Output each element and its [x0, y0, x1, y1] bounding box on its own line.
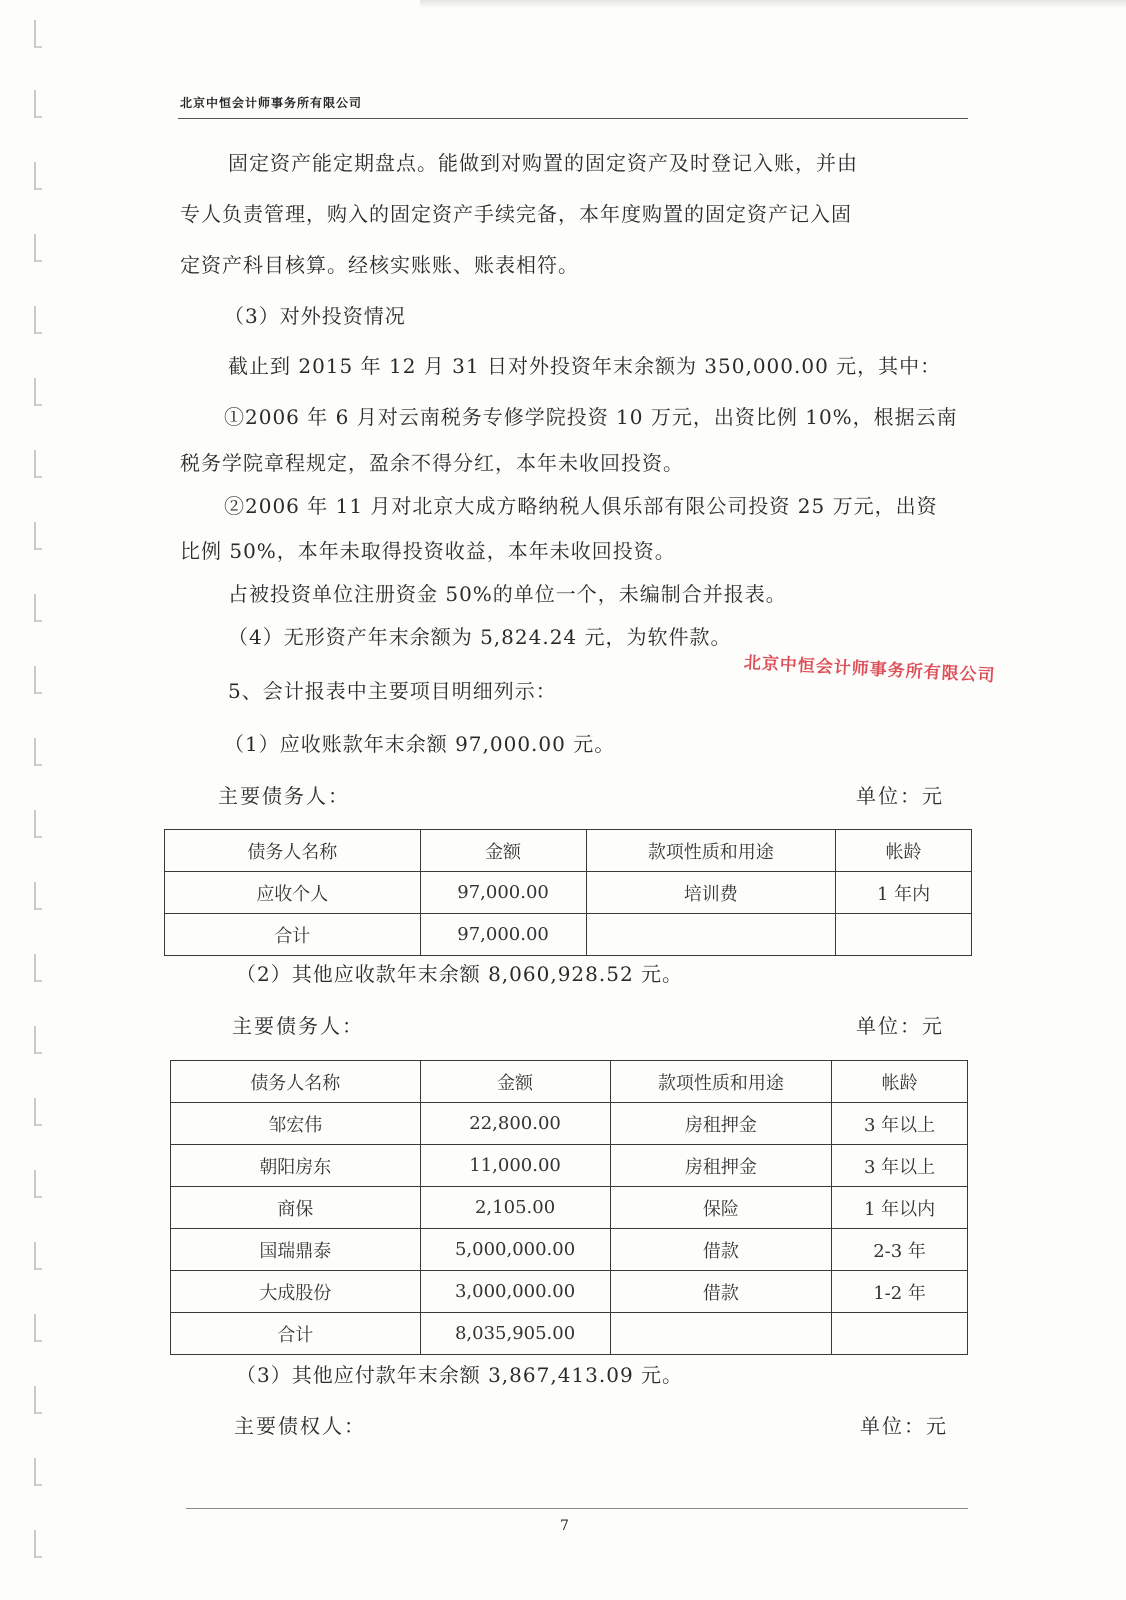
- table-cell: 培训费: [586, 872, 836, 914]
- table-cell: 1 年内: [836, 872, 972, 914]
- table-cell: 1-2 年: [832, 1271, 968, 1313]
- table-cell: [610, 1313, 832, 1355]
- receivables-table: [164, 829, 972, 956]
- table-cell: [836, 914, 972, 956]
- firm-header: 北京中恒会计师事务所有限公司: [180, 96, 363, 110]
- table-cell: 国瑞鼎泰: [171, 1229, 421, 1271]
- header-rule: [178, 118, 968, 119]
- paragraph-investment-1b: 税务学院章程规定，盈余不得分红，本年未收回投资。: [180, 451, 684, 475]
- table-cell: 房租押金: [610, 1103, 832, 1145]
- column-header: 帐龄: [836, 830, 972, 872]
- table-cell: 合计: [171, 1313, 421, 1355]
- column-header: 债务人名称: [171, 1061, 421, 1103]
- table-cell: 2-3 年: [832, 1229, 968, 1271]
- table-cell: 22,800.00: [420, 1103, 610, 1145]
- column-header: 款项性质和用途: [586, 830, 836, 872]
- binding-holes: [30, 20, 46, 1580]
- table-header-row: [165, 830, 972, 872]
- table-cell: 应收个人: [165, 872, 421, 914]
- paragraph-other-payables: （3）其他应付款年末余额 3,867,413.09 元。: [236, 1363, 684, 1387]
- table-total-row: [165, 914, 972, 956]
- table-cell: 合计: [165, 914, 421, 956]
- table-total-row: [171, 1313, 968, 1355]
- paragraph-consolidation: 占被投资单位注册资金 50%的单位一个，未编制合并报表。: [228, 582, 787, 606]
- table-cell: 3,000,000.00: [420, 1271, 610, 1313]
- section-heading-details: 5、会计报表中主要项目明细列示：: [228, 679, 557, 703]
- table-cell: 借款: [610, 1229, 832, 1271]
- table-cell: 2,105.00: [420, 1187, 610, 1229]
- column-header: 款项性质和用途: [610, 1061, 832, 1103]
- footer-rule: [186, 1508, 968, 1509]
- table-cell: [832, 1313, 968, 1355]
- table-cell: 保险: [610, 1187, 832, 1229]
- table-cell: 8,035,905.00: [420, 1313, 610, 1355]
- paragraph-investment-2b: 比例 50%，本年未取得投资收益，本年未收回投资。: [180, 539, 676, 563]
- column-header: 债务人名称: [165, 830, 421, 872]
- table-cell: 11,000.00: [420, 1145, 610, 1187]
- paragraph-investment-2a: ②2006 年 11 月对北京大成方略纳税人俱乐部有限公司投资 25 万元，出资: [224, 494, 938, 518]
- table1-unit: 单位：元: [856, 784, 944, 808]
- table-cell: 1 年以内: [832, 1187, 968, 1229]
- table1-caption: 主要债务人：: [218, 784, 350, 808]
- firm-stamp: 北京中恒会计师事务所有限公司: [743, 653, 997, 687]
- section3-caption: 主要债权人：: [234, 1414, 366, 1438]
- table-row: [165, 872, 972, 914]
- paragraph-fixed-assets-1: 固定资产能定期盘点。能做到对购置的固定资产及时登记入账，并由: [228, 151, 858, 175]
- paragraph-intangible-assets: （4）无形资产年末余额为 5,824.24 元，为软件款。: [228, 625, 732, 649]
- table-cell: 房租押金: [610, 1145, 832, 1187]
- column-header: 金额: [420, 830, 586, 872]
- paragraph-fixed-assets-3: 定资产科目核算。经核实账账、账表相符。: [180, 253, 579, 277]
- table-row: [171, 1103, 968, 1145]
- other-receivables-table: [170, 1060, 968, 1355]
- table2-unit: 单位：元: [856, 1014, 944, 1038]
- scan-top-edge: [420, 0, 1126, 8]
- table-cell: 97,000.00: [420, 914, 586, 956]
- column-header: 金额: [420, 1061, 610, 1103]
- section-heading-investment: （3）对外投资情况: [224, 304, 406, 328]
- table-cell: 5,000,000.00: [420, 1229, 610, 1271]
- page-number: 7: [560, 1518, 569, 1534]
- table-row: [171, 1229, 968, 1271]
- paragraph-receivables: （1）应收账款年末余额 97,000.00 元。: [224, 732, 616, 756]
- table-cell: 邹宏伟: [171, 1103, 421, 1145]
- table-row: [171, 1187, 968, 1229]
- table-row: [171, 1145, 968, 1187]
- paragraph-investment-1a: ①2006 年 6 月对云南税务专修学院投资 10 万元，出资比例 10%，根据云南: [224, 405, 958, 429]
- table-cell: 97,000.00: [420, 872, 586, 914]
- column-header: 帐龄: [832, 1061, 968, 1103]
- table2-caption: 主要债务人：: [232, 1014, 364, 1038]
- section3-unit: 单位：元: [860, 1414, 948, 1438]
- table-cell: 商保: [171, 1187, 421, 1229]
- table-cell: 大成股份: [171, 1271, 421, 1313]
- paragraph-other-receivables: （2）其他应收款年末余额 8,060,928.52 元。: [236, 962, 684, 986]
- table-cell: 3 年以上: [832, 1103, 968, 1145]
- table-header-row: [171, 1061, 968, 1103]
- table-cell: 3 年以上: [832, 1145, 968, 1187]
- table-cell: [586, 914, 836, 956]
- paragraph-investment-total: 截止到 2015 年 12 月 31 日对外投资年末余额为 350,000.00 元，其中：: [228, 354, 942, 378]
- table-row: [171, 1271, 968, 1313]
- table-cell: 朝阳房东: [171, 1145, 421, 1187]
- table-cell: 借款: [610, 1271, 832, 1313]
- paragraph-fixed-assets-2: 专人负责管理，购入的固定资产手续完备，本年度购置的固定资产记入固: [180, 202, 852, 226]
